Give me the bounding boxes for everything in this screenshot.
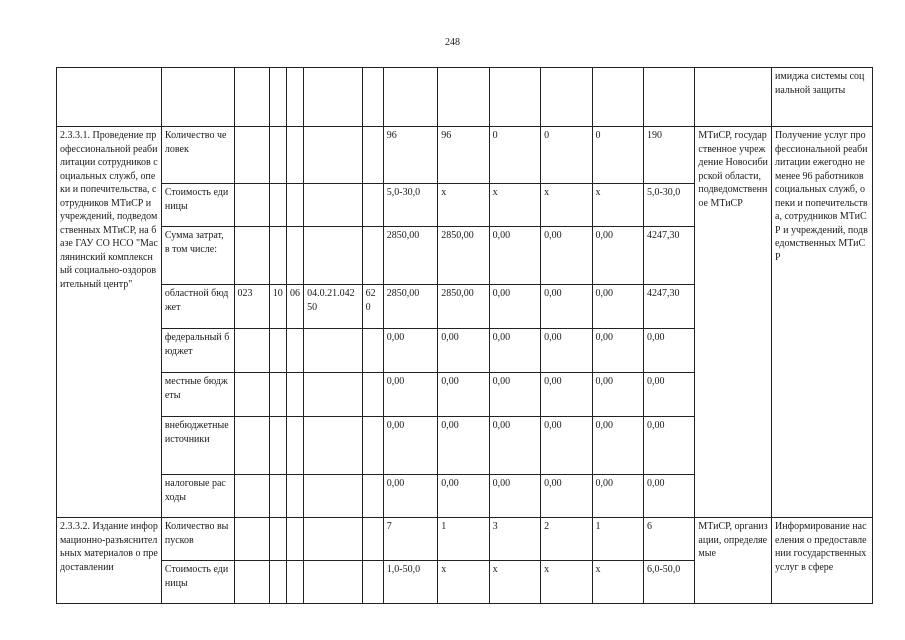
total-value: 190: [643, 127, 694, 184]
total-value: 4247,30: [643, 285, 694, 329]
year-5-value: 0,00: [592, 417, 643, 475]
vr-code: [362, 561, 383, 604]
measure-name: 2.3.3.1. Проведение профессиональной реабилитации сотрудников социальных служб, опеки и попечительства, сотрудников МТиСР и учреждений, подведомственных МТиСР, на базе ГАУ СО НСО "Маслянинский комплексный социально-оздоровительный центр": [57, 127, 162, 518]
year-5-value: 0: [592, 127, 643, 184]
year-4-value: 0,00: [541, 373, 592, 417]
pr-code: [286, 184, 303, 227]
year-3-value: 0,00: [489, 227, 540, 285]
year-3-value: 0,00: [489, 373, 540, 417]
year-4-value: 0,00: [541, 417, 592, 475]
total-value: 0,00: [643, 475, 694, 518]
pr-code: [286, 417, 303, 475]
table-cell: [286, 68, 303, 127]
grbs-code: 023: [234, 285, 269, 329]
csr-code: [304, 227, 363, 285]
grbs-code: [234, 475, 269, 518]
year-1-value: 5,0-30,0: [383, 184, 437, 227]
year-3-value: 0,00: [489, 475, 540, 518]
total-value: 0,00: [643, 417, 694, 475]
year-2-value: 0,00: [438, 329, 489, 373]
indicator-label: Количество человек: [161, 127, 234, 184]
year-5-value: 1: [592, 518, 643, 561]
budget-table: [56, 67, 873, 604]
csr-code: [304, 373, 363, 417]
year-1-value: 96: [383, 127, 437, 184]
year-2-value: 2850,00: [438, 285, 489, 329]
year-2-value: 96: [438, 127, 489, 184]
year-3-value: 0,00: [489, 329, 540, 373]
csr-code: [304, 561, 363, 604]
grbs-code: [234, 127, 269, 184]
measure-name: 2.3.3.2. Издание информационно-разъяснительных материалов о предоставлении: [57, 518, 162, 604]
grbs-code: [234, 373, 269, 417]
year-3-value: x: [489, 561, 540, 604]
table-cell: [695, 68, 772, 127]
csr-code: [304, 518, 363, 561]
table-cell: [383, 68, 437, 127]
vr-code: [362, 184, 383, 227]
indicator-label: Стоимость единицы: [161, 184, 234, 227]
year-1-value: 2850,00: [383, 227, 437, 285]
year-3-value: 0: [489, 127, 540, 184]
year-4-value: 0,00: [541, 285, 592, 329]
indicator-label: местные бюджеты: [161, 373, 234, 417]
indicator-label: областной бюджет: [161, 285, 234, 329]
vr-code: [362, 417, 383, 475]
year-5-value: x: [592, 184, 643, 227]
year-1-value: 2850,00: [383, 285, 437, 329]
year-1-value: 0,00: [383, 475, 437, 518]
year-2-value: 2850,00: [438, 227, 489, 285]
pr-code: [286, 518, 303, 561]
rz-code: [269, 127, 286, 184]
total-value: 4247,30: [643, 227, 694, 285]
grbs-code: [234, 561, 269, 604]
year-3-value: 3: [489, 518, 540, 561]
table-row: [57, 518, 873, 561]
table-cell: [234, 68, 269, 127]
year-3-value: 0,00: [489, 417, 540, 475]
rz-code: [269, 475, 286, 518]
year-5-value: 0,00: [592, 475, 643, 518]
year-3-value: x: [489, 184, 540, 227]
year-2-value: 1: [438, 518, 489, 561]
year-3-value: 0,00: [489, 285, 540, 329]
year-4-value: x: [541, 561, 592, 604]
executor-cell: МТиСР, государственное учреждение Новосибирской области, подведомственное МТиСР: [695, 127, 772, 518]
rz-code: [269, 227, 286, 285]
rz-code: [269, 561, 286, 604]
pr-code: [286, 329, 303, 373]
table-cell: [489, 68, 540, 127]
result-cell: Информирование населения о предоставлении государственных услуг в сфере: [772, 518, 873, 604]
csr-code: [304, 475, 363, 518]
vr-code: [362, 127, 383, 184]
year-1-value: 0,00: [383, 329, 437, 373]
year-1-value: 1,0-50,0: [383, 561, 437, 604]
rz-code: [269, 417, 286, 475]
pr-code: [286, 127, 303, 184]
grbs-code: [234, 329, 269, 373]
vr-code: [362, 475, 383, 518]
table-cell: [57, 68, 162, 127]
csr-code: [304, 184, 363, 227]
rz-code: [269, 329, 286, 373]
year-5-value: x: [592, 561, 643, 604]
year-5-value: 0,00: [592, 329, 643, 373]
csr-code: [304, 417, 363, 475]
pr-code: [286, 373, 303, 417]
indicator-label: налоговые расходы: [161, 475, 234, 518]
year-2-value: 0,00: [438, 373, 489, 417]
indicator-label: Стоимость единицы: [161, 561, 234, 604]
year-4-value: 0: [541, 127, 592, 184]
result-cell: имиджа системы социальной защиты: [772, 68, 873, 127]
table-cell: [269, 68, 286, 127]
year-2-value: 0,00: [438, 417, 489, 475]
table-row: [57, 68, 873, 127]
year-4-value: 0,00: [541, 227, 592, 285]
year-5-value: 0,00: [592, 227, 643, 285]
total-value: 6: [643, 518, 694, 561]
vr-code: [362, 329, 383, 373]
csr-code: [304, 127, 363, 184]
year-5-value: 0,00: [592, 373, 643, 417]
table-cell: [643, 68, 694, 127]
vr-code: [362, 518, 383, 561]
indicator-label: Количество выпусков: [161, 518, 234, 561]
year-2-value: x: [438, 561, 489, 604]
table-row: [57, 127, 873, 184]
pr-code: [286, 227, 303, 285]
total-value: 0,00: [643, 329, 694, 373]
year-5-value: 0,00: [592, 285, 643, 329]
year-2-value: x: [438, 184, 489, 227]
year-4-value: 0,00: [541, 475, 592, 518]
grbs-code: [234, 518, 269, 561]
page-number: 248: [445, 37, 460, 48]
indicator-label: внебюджетные источники: [161, 417, 234, 475]
result-cell: Получение услуг профессиональной реабилитации ежегодно не менее 96 работников социальных служб, опеки и попечительства, сотрудников МТиСР и учреждений, подведомственных МТиСР: [772, 127, 873, 518]
indicator-label: федеральный бюджет: [161, 329, 234, 373]
table-cell: [362, 68, 383, 127]
indicator-label: Сумма затрат, в том числе:: [161, 227, 234, 285]
table-cell: [304, 68, 363, 127]
total-value: 0,00: [643, 373, 694, 417]
grbs-code: [234, 417, 269, 475]
vr-code: 620: [362, 285, 383, 329]
year-2-value: 0,00: [438, 475, 489, 518]
grbs-code: [234, 184, 269, 227]
table-cell: [438, 68, 489, 127]
year-1-value: 7: [383, 518, 437, 561]
pr-code: [286, 561, 303, 604]
rz-code: [269, 184, 286, 227]
year-4-value: x: [541, 184, 592, 227]
vr-code: [362, 227, 383, 285]
total-value: 5,0-30,0: [643, 184, 694, 227]
csr-code: 04.0.21.04250: [304, 285, 363, 329]
table-cell: [161, 68, 234, 127]
year-4-value: 0,00: [541, 329, 592, 373]
pr-code: 06: [286, 285, 303, 329]
vr-code: [362, 373, 383, 417]
pr-code: [286, 475, 303, 518]
rz-code: [269, 518, 286, 561]
csr-code: [304, 329, 363, 373]
total-value: 6,0-50,0: [643, 561, 694, 604]
year-1-value: 0,00: [383, 373, 437, 417]
rz-code: 10: [269, 285, 286, 329]
table-cell: [592, 68, 643, 127]
table-cell: [541, 68, 592, 127]
grbs-code: [234, 227, 269, 285]
year-4-value: 2: [541, 518, 592, 561]
year-1-value: 0,00: [383, 417, 437, 475]
executor-cell: МТиСР, организации, определяемые: [695, 518, 772, 604]
rz-code: [269, 373, 286, 417]
